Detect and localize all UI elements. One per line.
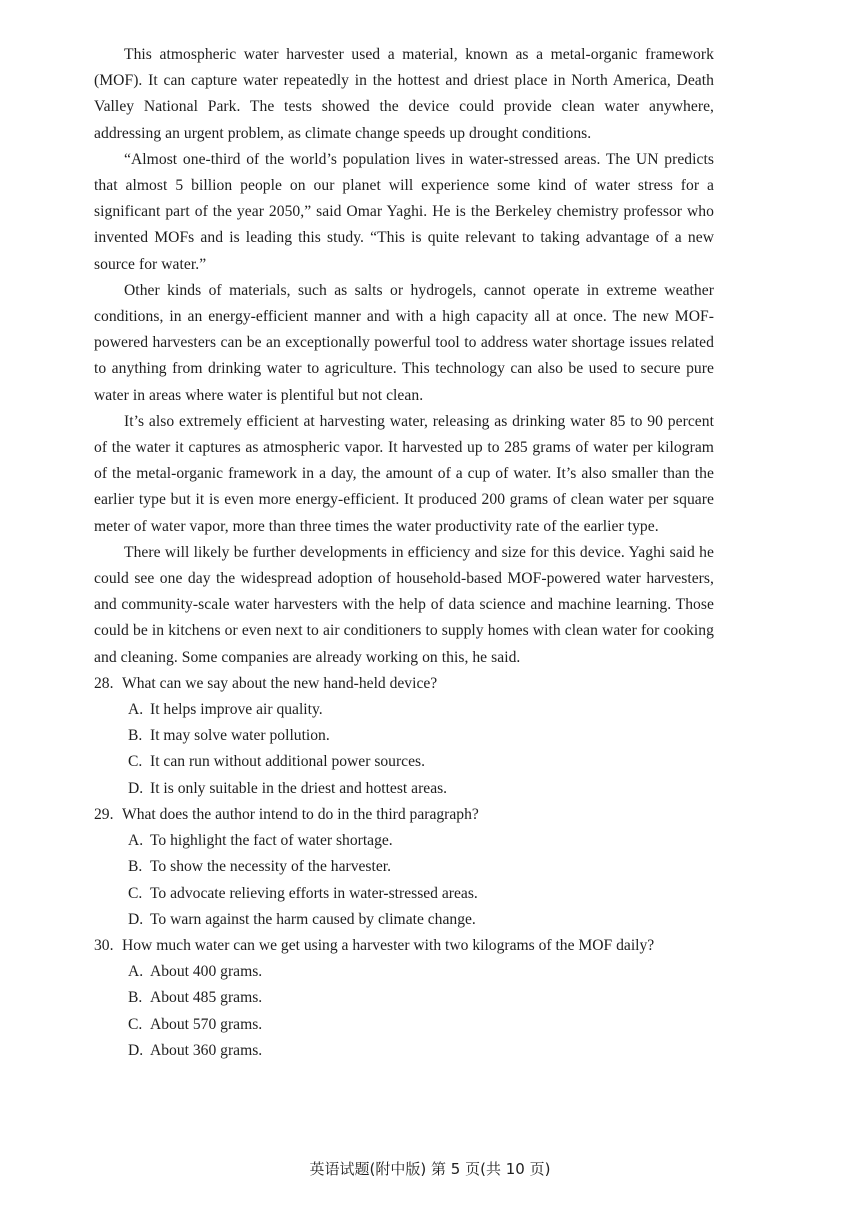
passage-paragraph-4: It’s also extremely efficient at harvesting water, releasing as drinking water 85 to 90 percent of the water it captures as atmospheric vapor. It harvested up to 285 grams of water per kilogram of the metal-organic framework in a day, the amount of a cup of water. It’s also smaller than the earlier type but it is even more energy-efficient. It produced 200 grams of clean water per square meter of water vapor, more than three times the water productivity rate of the earlier type. <box>94 412 714 535</box>
question-30 <box>94 933 714 1064</box>
passage-paragraph-1: This atmospheric water harvester used a material, known as a metal-organic framework (MOF). It can capture water repeatedly in the hottest and driest place in North America, Death Valley National Park. The tests showed the device could provide clean water anywhere, addressing an urgent problem, as climate change speeds up drought conditions. <box>94 46 714 142</box>
option-text: To highlight the fact of water shortage. <box>150 832 393 850</box>
option-letter: C. <box>128 884 143 902</box>
option-b[interactable] <box>94 985 714 1011</box>
question-stem <box>94 671 714 697</box>
question-number: 29. <box>94 805 114 823</box>
option-letter: D. <box>128 779 144 797</box>
option-letter: C. <box>128 753 143 771</box>
option-text: It may solve water pollution. <box>150 727 330 745</box>
option-c[interactable] <box>94 881 714 907</box>
option-letter: B. <box>128 858 143 876</box>
option-text: To warn against the harm caused by climate change. <box>150 910 476 928</box>
option-letter: C. <box>128 1015 143 1033</box>
option-letter: B. <box>128 727 143 745</box>
option-text: To advocate relieving efforts in water-stressed areas. <box>150 884 478 902</box>
option-letter: A. <box>128 832 144 850</box>
reading-passage <box>94 42 714 671</box>
option-a[interactable] <box>94 828 714 854</box>
option-d[interactable] <box>94 907 714 933</box>
option-text: It is only suitable in the driest and hottest areas. <box>150 779 448 797</box>
option-b[interactable] <box>94 723 714 749</box>
option-text: It can run without additional power sources. <box>150 753 425 771</box>
passage-paragraph-3: Other kinds of materials, such as salts or hydrogels, cannot operate in extreme weather conditions, in an energy-efficient manner and with a high capacity all at once. The new MOF-powered harvesters can be an exceptionally powerful tool to address water shortage issues related to anything from drinking water to agriculture. This technology can also be used to secure pure water in areas where water is plentiful but not clean. <box>94 281 714 404</box>
option-a[interactable] <box>94 697 714 723</box>
option-a[interactable] <box>94 959 714 985</box>
option-text: About 485 grams. <box>150 989 263 1007</box>
option-text: To show the necessity of the harvester. <box>150 858 391 876</box>
passage-paragraph-5: There will likely be further developments in efficiency and size for this device. Yaghi said he could see one day the widespread adoption of household-based MOF-powered water harvesters, and community-scale water harvesters with the help of data science and machine learning. Those could be in kitchens or even next to air conditioners to supply homes with clean water for cooking and cleaning. Some companies are already working on this, he said. <box>94 543 714 666</box>
option-letter: D. <box>128 1041 144 1059</box>
option-d[interactable] <box>94 776 714 802</box>
option-c[interactable] <box>94 749 714 775</box>
option-letter: A. <box>128 701 144 719</box>
question-28 <box>94 671 714 802</box>
option-text: About 400 grams. <box>150 963 263 981</box>
option-text: About 360 grams. <box>150 1041 263 1059</box>
question-text: How much water can we get using a harvester with two kilograms of the MOF daily? <box>122 936 655 954</box>
question-number: 30. <box>94 936 114 954</box>
question-stem <box>94 802 714 828</box>
option-text: It helps improve air quality. <box>150 701 323 719</box>
question-29 <box>94 802 714 933</box>
option-letter: B. <box>128 989 143 1007</box>
page-footer: 英语试题(附中版) 第 5 页(共 10 页) <box>309 1160 551 1178</box>
option-c[interactable] <box>94 1012 714 1038</box>
passage-paragraph-2: “Almost one-third of the world’s population lives in water-stressed areas. The UN predicts that almost 5 billion people on our planet will experience some kind of water stress for a significant part of the year 2050,” said Omar Yaghi. He is the Berkeley chemistry professor who invented MOFs and is leading this study. “This is quite relevant to taking advantage of a new source for water.” <box>94 150 714 273</box>
question-stem <box>94 933 714 959</box>
option-d[interactable] <box>94 1038 714 1064</box>
exam-page <box>94 42 714 1064</box>
question-number: 28. <box>94 674 114 692</box>
option-letter: A. <box>128 963 144 981</box>
option-letter: D. <box>128 910 144 928</box>
question-text: What does the author intend to do in the third paragraph? <box>122 805 479 823</box>
option-b[interactable] <box>94 854 714 880</box>
question-text: What can we say about the new hand-held device? <box>122 674 438 692</box>
question-list <box>94 671 714 1064</box>
option-text: About 570 grams. <box>150 1015 263 1033</box>
